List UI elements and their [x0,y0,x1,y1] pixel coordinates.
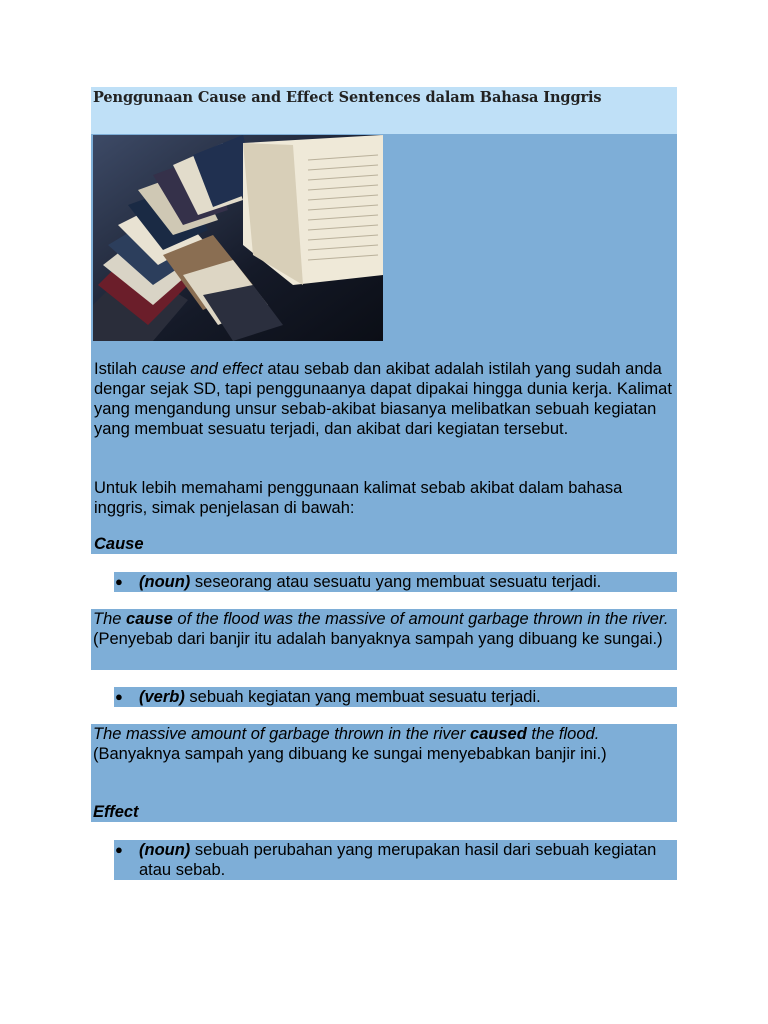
cause-verb-bullet [114,687,677,707]
example-part: of the flood was the massive of amount garbage thrown in the river. [172,610,669,628]
part-of-speech-label: (noun) [139,841,191,859]
main-content-block [91,134,677,554]
definition-text: sebuah kegiatan yang membuat sesuatu terjadi. [184,688,541,706]
example-part: The massive amount of garbage thrown in the river [93,725,470,743]
example-part: the flood. [526,725,600,743]
example-keyword: caused [469,725,527,743]
book-stack-icon [93,135,383,341]
bullet-icon: ● [115,574,123,589]
example-sentence [93,724,673,764]
intro-paragraph-1 [94,359,672,439]
bullet-icon: ● [115,842,123,857]
title-bar [91,87,677,134]
intro-text: Istilah [94,360,142,378]
cause-example-1 [91,609,677,670]
intro-paragraph-2: Untuk lebih memahami penggunaan kalimat sebab akibat dalam bahasa inggris, simak penjelasan di bawah: [94,479,623,517]
book-stack-image [93,135,383,341]
cause-heading: Cause [94,535,144,553]
example-translation: (Penyebab dari banjir itu adalah banyaknya sampah yang dibuang ke sungai.) [93,630,663,648]
definition-text: seseorang atau sesuatu yang membuat sesuatu terjadi. [190,573,602,591]
example-part: The [93,610,127,628]
effect-noun-bullet [114,840,677,880]
definition-text: sebuah perubahan yang merupakan hasil dari sebuah kegiatan atau sebab. [139,841,657,879]
intro-text-rest: atau sebab dan akibat adalah istilah yang sudah anda dengar sejak SD, tapi penggunaanya dapat dipakai hingga dunia kerja. Kalimat yang mengandung unsur sebab-akibat biasanya melibatkan sebuah kegiatan yang membuat sesuatu terjadi, dan akibat dari kegiatan tersebut. [94,360,672,438]
part-of-speech-label: (noun) [139,573,191,591]
part-of-speech-label: (verb) [139,688,185,706]
cause-example-2 [91,724,677,822]
cause-noun-bullet [114,572,677,592]
example-sentence [93,609,673,649]
example-translation: (Banyaknya sampah yang dibuang ke sungai menyebabkan banjir ini.) [93,745,607,763]
bullet-icon: ● [115,689,123,704]
effect-heading: Effect [93,803,139,821]
example-keyword: cause [126,610,173,628]
intro-term: cause and effect [141,360,263,378]
page-title: Penggunaan Cause and Effect Sentences dalam Bahasa Inggris [93,89,602,106]
